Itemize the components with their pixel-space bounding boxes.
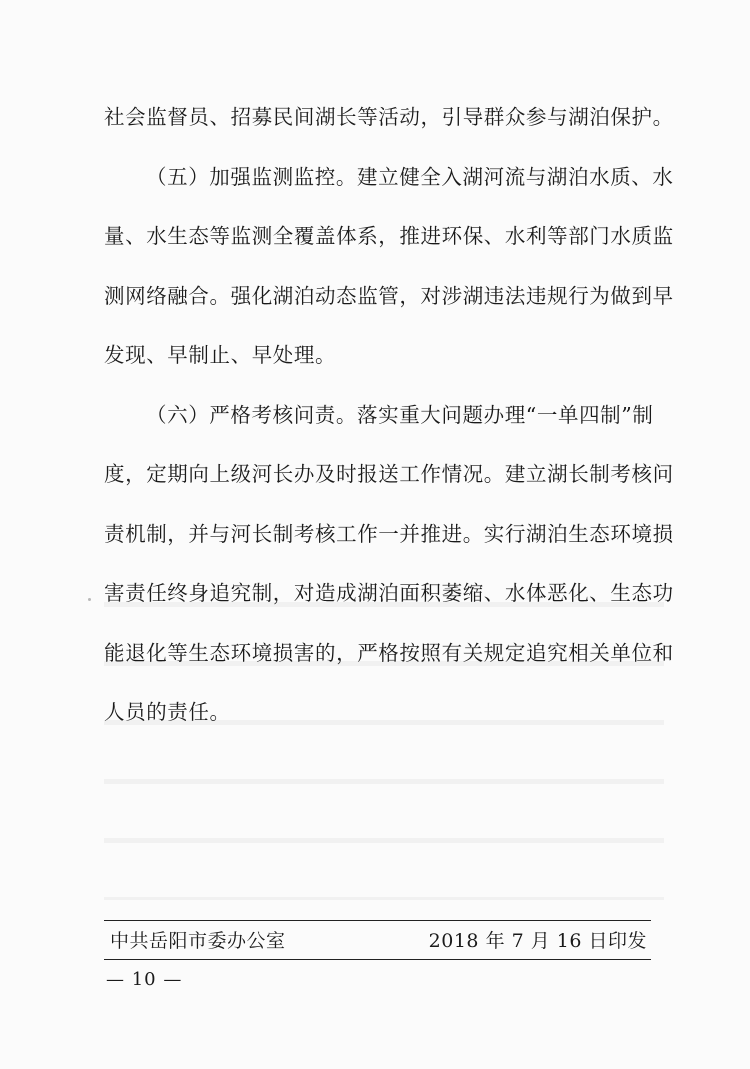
- page-number: — 10 —: [106, 969, 183, 990]
- paragraph-line: 能退化等生态环境损害的，严格按照有关规定追究相关单位和: [104, 640, 674, 665]
- footer-bottom-rule: [104, 959, 651, 960]
- paragraph-line: 量、水生态等监测全覆盖体系，推进环保、水利等部门水质监: [104, 224, 674, 248]
- section-heading-line: （五）加强监测监控。建立健全入湖河流与湖泊水质、水: [146, 164, 674, 189]
- paragraph-line: 害责任终身追究制，对造成湖泊面积萎缩、水体恶化、生态功: [104, 581, 674, 605]
- paragraph-line: 发现、早制止、早处理。: [104, 343, 337, 367]
- scan-speck: [88, 598, 91, 601]
- paragraph-line: 测网络融合。强化湖泊动态监管，对涉湖违法违规行为做到早: [104, 283, 674, 308]
- paragraph-line: 人员的责任。: [104, 700, 231, 724]
- paragraph-line: 责机制，并与河长制考核工作一并推进。实行湖泊生态环境损: [104, 521, 674, 546]
- footer-top-rule: [104, 920, 651, 921]
- document-body: [104, 105, 674, 760]
- paragraph-line: 度，定期向上级河长办及时报送工作情况。建立湖长制考核问: [104, 462, 674, 486]
- section-heading-line: （六）严格考核问责。落实重大问题办理“一单四制”制: [146, 402, 654, 427]
- paragraph-line: 社会监督员、招募民间湖长等活动，引导群众参与湖泊保护。: [104, 105, 674, 129]
- issuer-name: 中共岳阳市委办公室: [110, 930, 286, 952]
- issue-date: 2018 年 7 月 16 日印发: [428, 930, 647, 952]
